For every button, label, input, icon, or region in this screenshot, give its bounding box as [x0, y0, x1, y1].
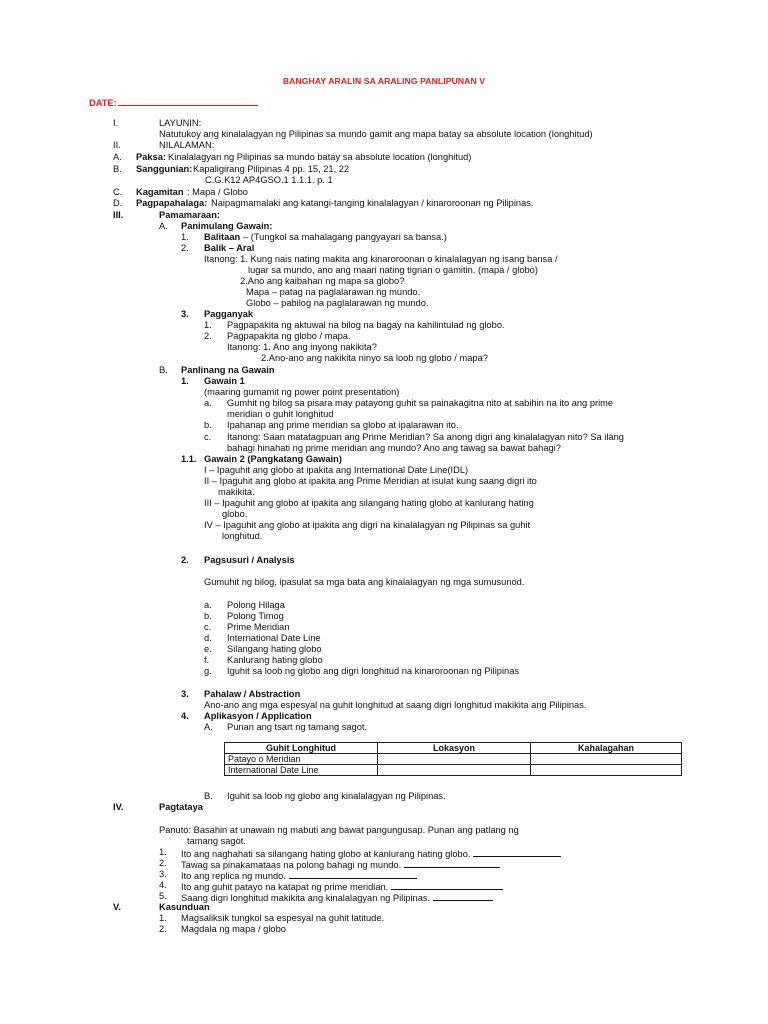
text-line-content: Balik – Aral: [204, 243, 255, 253]
text-line: [181, 365, 275, 376]
text-line-content: b.: [204, 420, 212, 430]
text-line: [227, 443, 561, 454]
text-line-content: bahagi hinahati ng prime meridian ang mundo? Ano ang tawag sa bawat bahagi?: [227, 443, 561, 453]
text-line-content: Kinalalagyan ng Pilipinas sa mundo batay sa absolute location (longhitud): [168, 152, 472, 162]
date-line: [89, 96, 258, 109]
text-line-content: II – Ipaguhit ang globo at ipakita ang Prime Meridian at isulat kung saang digri ito: [204, 476, 537, 486]
text-line: [204, 577, 524, 588]
text-line: [113, 802, 124, 813]
text-line: [227, 331, 351, 342]
text-line-content: Gawain 1: [204, 376, 245, 386]
text-line-content: Gumhit ng bilog sa pisara may patayong guhit sa painakagitna nito at sabihin na ito ang prime: [227, 398, 614, 408]
text-line-content: Mapa – patag na paglalarawan ng mundo.: [246, 287, 421, 297]
text-line-content: Gumuhit ng bilog, ipasulat sa mga bata ang kinalalagyan ng mga sumusunod.: [204, 577, 525, 587]
col-header-lokasyon: Lokasyon: [378, 743, 531, 754]
text-line: [181, 913, 384, 924]
text-line: [204, 689, 300, 700]
text-line: [204, 254, 558, 265]
text-line: [159, 924, 167, 935]
text-line-content: (maaring gumamit ng power point presentation): [204, 387, 400, 397]
table-cell-blank[interactable]: [378, 754, 531, 765]
text-line-content: f.: [204, 655, 210, 665]
text-line: [113, 198, 122, 209]
text-line-content: Gawain 2 (Pangkatang Gawain): [204, 454, 342, 464]
text-line-content: 5.: [159, 891, 167, 901]
text-line-content: Balitaan: [204, 232, 241, 242]
text-line-content: Kagamitan: [136, 187, 184, 197]
text-line: [113, 118, 118, 129]
text-line-content: International Date Line: [227, 633, 321, 643]
text-line: [204, 331, 212, 342]
text-line-content: Saang digri longhitud makikita ang kinalalagyan ng Pilipinas.: [181, 893, 431, 903]
text-line: [113, 152, 122, 163]
text-line-content: c.: [204, 622, 212, 632]
text-line-content: Kasunduan: [159, 902, 210, 912]
text-line-content: Pagtataya: [159, 802, 203, 812]
text-line: [181, 924, 286, 935]
text-line-content: Pagganyak: [204, 309, 254, 319]
text-line-content: Ipahanap ang prime meridian sa globo at ipalarawan ito.: [227, 420, 459, 430]
text-line: [204, 454, 342, 465]
answer-blank[interactable]: [473, 847, 561, 857]
text-line: [113, 902, 121, 913]
text-line: [181, 689, 189, 700]
text-line: [227, 600, 285, 611]
text-line: [136, 152, 166, 163]
text-line: [187, 836, 246, 847]
text-line-content: Sanggunian:: [136, 164, 193, 174]
text-line: [113, 210, 123, 221]
text-line-content: Pagpapahalaga:: [136, 198, 208, 208]
text-line-content: tamang sagot.: [187, 836, 246, 846]
text-line-content: 2.: [181, 243, 189, 253]
text-line-content: : Mapa / Globo: [187, 187, 248, 197]
text-line-content: Itanong: 1. Kung nais nating makita ang kinaroroonan o kinalalagyan ng isang bansa /: [204, 254, 558, 264]
table-row: [225, 765, 682, 776]
text-line: [227, 666, 519, 677]
text-line: [227, 611, 284, 622]
text-line: [113, 140, 121, 151]
page-title: BANGHAY ARALIN SA ARALING PANLIPUNAN V: [282, 76, 486, 86]
text-line-content: D.: [113, 198, 123, 208]
text-line: [204, 722, 213, 733]
text-line: [204, 791, 213, 802]
text-line-content: 1.: [159, 913, 167, 923]
text-line-content: a.: [204, 398, 212, 408]
application-chart: [224, 742, 682, 776]
text-line-content: Panimulang Gawain:: [181, 221, 273, 231]
text-line-content: I – Ipaguhit ang globo at ipakita ang International Date Line(IDL): [204, 465, 469, 475]
text-line: [227, 722, 367, 733]
text-line: [222, 531, 262, 542]
text-line: [204, 666, 212, 677]
text-line-content: Magdala ng mapa / globo: [181, 924, 286, 934]
text-line-content: b.: [204, 611, 212, 621]
text-line: [159, 118, 201, 129]
text-line: [204, 711, 312, 722]
text-line: [204, 611, 212, 622]
text-line-content: d.: [204, 633, 212, 643]
date-blank[interactable]: [118, 96, 258, 106]
text-line: [246, 287, 420, 298]
text-line-content: Iguhit sa loob ng globo ang kinalalagyan ng Pilipinas.: [227, 791, 446, 801]
text-line-content: Tawag sa pinakamataas na polong bahagi ng mundo.: [181, 860, 402, 870]
text-line-content: 3.: [181, 309, 189, 319]
text-line-content: B.: [159, 365, 168, 375]
text-line: [204, 622, 211, 633]
table-header-row: [225, 743, 682, 754]
text-line: [204, 320, 212, 331]
text-line-content: Polong Hilaga: [227, 600, 285, 610]
text-line: [181, 221, 272, 232]
table-cell: International Date Line: [225, 765, 378, 776]
text-line: [227, 633, 321, 644]
text-line-content: IV – Ipaguhit ang globo at ipakita ang digri na kinalalagyan ng Pilipinas sa guhit: [204, 520, 531, 530]
text-line-content: Ano-ano ang mga espesyal na guhit longhitud at saang digri longhitud makikita ang Pilipinas.: [204, 700, 587, 710]
text-line: [204, 243, 254, 254]
text-line-content: Naipagmamalaki ang katangi-tanging kinalalagyan / kinaroroonan ng Pilipinas.: [211, 198, 534, 208]
text-line: [204, 655, 209, 666]
text-line: [159, 365, 168, 376]
text-line-content: 3.: [159, 869, 167, 879]
text-line-content: 4.: [181, 711, 189, 721]
text-line-content: Panuto: Basahin at unawain ng mabuti ang bawat pangungusap. Punan ang patlang ng: [159, 825, 519, 835]
text-line: [204, 232, 240, 243]
text-line-content: Itanong: Saan matatagpuan ang Prime Meridian? Sa anong digri ang kinalalagyan nito? Sa ilang: [227, 432, 624, 442]
text-line-content: 2.: [159, 924, 167, 934]
text-line: [136, 187, 184, 198]
text-line: [227, 655, 323, 666]
text-line-content: a.: [204, 600, 212, 610]
text-line: [227, 791, 446, 802]
text-line-content: Panlinang na Gawain: [181, 365, 275, 375]
text-line: [181, 309, 189, 320]
text-line: [204, 309, 253, 320]
text-line: [187, 187, 248, 198]
text-line: [181, 711, 189, 722]
text-line-content: e.: [204, 644, 212, 654]
text-line: [159, 869, 167, 880]
text-line: [159, 129, 593, 140]
text-line: [204, 387, 399, 398]
text-line-content: Silangang hating globo: [227, 644, 322, 654]
table-cell-blank[interactable]: [531, 754, 682, 765]
text-line-content: Itanong: 1. Ano ang inyong nakikita?: [227, 342, 377, 352]
text-line: [227, 342, 377, 353]
text-line-content: Aplikasyon / Application: [204, 711, 312, 721]
text-line: [159, 891, 167, 902]
text-line-content: 3.: [181, 689, 189, 699]
text-line-content: g.: [204, 666, 212, 676]
text-line-content: Pagpapakita ng globo / mapa.: [227, 331, 351, 341]
text-line-content: 2.: [159, 858, 167, 868]
text-line: [240, 276, 404, 287]
text-line-content: 2.: [204, 331, 212, 341]
text-line-content: Pahalaw / Abstraction: [204, 689, 301, 699]
text-line-content: 1.1.: [181, 454, 197, 464]
text-line: [168, 152, 471, 163]
table-cell-blank[interactable]: [531, 765, 682, 776]
text-line: [243, 232, 447, 243]
text-line: [193, 164, 349, 175]
text-line-content: Pagsusuri / Analysis: [204, 555, 295, 565]
date-label: DATE:: [89, 98, 117, 108]
text-line: [159, 221, 168, 232]
col-header-guhit: Guhit Longhitud: [225, 743, 378, 754]
text-line: [204, 432, 211, 443]
table-cell: Patayo o Meridian: [225, 754, 378, 765]
text-line-content: Ito ang replica ng mundo.: [181, 871, 286, 881]
text-line-content: III.: [113, 210, 124, 220]
text-line: [181, 243, 189, 254]
text-line-content: C.: [113, 187, 123, 197]
text-line: [261, 353, 488, 364]
text-line: [227, 432, 624, 443]
text-line: [136, 198, 207, 209]
text-line: [227, 320, 505, 331]
text-line-content: B.: [204, 791, 213, 801]
text-line: [227, 644, 322, 655]
answer-blank[interactable]: [433, 891, 493, 901]
text-line: [204, 600, 212, 611]
text-line-content: V.: [113, 902, 121, 912]
text-line-content: 1.: [204, 320, 212, 330]
text-line: [204, 398, 212, 409]
text-line-content: Pamamaraan:: [159, 210, 220, 220]
text-line-content: 4.: [159, 880, 167, 890]
text-line-content: Paksa:: [136, 152, 166, 162]
text-line: [159, 847, 167, 858]
text-line: [204, 420, 212, 431]
col-header-kahalagahan: Kahalagahan: [531, 743, 682, 754]
text-line-content: 2.: [181, 555, 189, 565]
text-line: [159, 825, 519, 836]
text-line: [218, 487, 255, 498]
text-line-content: Magsaliksik tungkol sa espesyal na guhit latitude.: [181, 913, 385, 923]
text-line: [159, 902, 210, 913]
text-line: [205, 175, 333, 186]
text-line-content: Iguhit sa loob ng globo ang digri longhitud na kinaroroonan ng Pilipinas: [227, 666, 520, 676]
text-line-content: 1.: [181, 376, 189, 386]
text-line-content: Ito ang naghahati sa silangang hating globo at kanlurang hating globo.: [181, 849, 471, 859]
text-line: [159, 913, 167, 924]
text-line-content: B.: [113, 164, 122, 174]
text-line: [204, 520, 530, 531]
text-line: [181, 232, 189, 243]
text-line-content: II.: [113, 140, 121, 150]
text-line-content: Polong Timog: [227, 611, 284, 621]
text-line: [227, 622, 290, 633]
text-line-content: A.: [113, 152, 122, 162]
text-line: [159, 858, 167, 869]
text-line: [204, 498, 534, 509]
text-line: [227, 420, 459, 431]
table-cell-blank[interactable]: [378, 765, 531, 776]
text-line: [181, 454, 197, 465]
text-line: [159, 140, 214, 151]
text-line-content: – (Tungkol sa mahalagang pangyayari sa bansa.): [243, 232, 447, 242]
text-line: [113, 187, 122, 198]
text-line-content: Pagpapakita ng aktuwal na bilog na bagay na kahilintulad ng globo.: [227, 320, 505, 330]
text-line-content: NILALAMAN:: [159, 140, 215, 150]
text-line-content: A.: [204, 722, 213, 732]
text-line-content: longhitud.: [222, 531, 263, 541]
answer-blank[interactable]: [391, 880, 503, 890]
answer-blank[interactable]: [404, 858, 500, 868]
text-line-content: makikita.: [218, 487, 255, 497]
answer-blank[interactable]: [289, 869, 417, 879]
text-line: [136, 164, 192, 175]
text-line: [204, 476, 537, 487]
text-line: [159, 210, 220, 221]
text-line-content: lugar sa mundo, ano ang maari nating tignan o gamitin. (mapa / globo): [248, 265, 538, 275]
text-line: [222, 509, 247, 520]
text-line: [204, 644, 212, 655]
text-line-content: Globo – pabilog na paglalarawan ng mundo.: [246, 298, 429, 308]
text-line: [246, 298, 428, 309]
text-line-content: Natutukoy ang kinalalagyan ng Pilipinas sa mundo gamit ang mapa batay sa absolute location (longhitud): [159, 129, 593, 139]
text-line: [181, 555, 189, 566]
text-line: [159, 880, 167, 891]
text-line-content: IV.: [113, 802, 124, 812]
text-line: [204, 633, 212, 644]
text-line-content: Kapaligirang Pilipinas 4 pp. 15, 21, 22: [193, 164, 350, 174]
text-line-content: 2.Ano ang kaibahan ng mapa sa globo?: [240, 276, 405, 286]
text-line: [181, 891, 493, 904]
text-line-content: Ito ang guhit patayo na katapat ng prime meridian.: [181, 882, 389, 892]
text-line-content: meridian o guhit longhitud: [227, 409, 334, 419]
text-line: [113, 164, 122, 175]
text-line-content: LAYUNIN:: [159, 118, 202, 128]
text-line-content: 1.: [159, 847, 167, 857]
text-line: [227, 409, 333, 420]
text-line-content: globo.: [222, 509, 248, 519]
text-line-content: Punan ang tsart ng tamang sagot.: [227, 722, 368, 732]
text-line-content: C.G.K12 AP4GSO.1 1.1.1. p. 1: [205, 175, 333, 185]
text-line: [204, 376, 245, 387]
text-line-content: 2.Ano-ano ang nakikita ninyo sa loob ng globo / mapa?: [261, 353, 488, 363]
text-line-content: 1.: [181, 232, 189, 242]
text-line: [204, 465, 468, 476]
text-line-content: III – Ipaguhit ang globo at ipakita ang silangang hating globo at kanlurang hating: [204, 498, 534, 508]
table-row: [225, 754, 682, 765]
text-line-content: Prime Meridian: [227, 622, 290, 632]
text-line-content: Kanlurang hating globo: [227, 655, 323, 665]
text-line: [227, 398, 613, 409]
text-line: [248, 265, 538, 276]
text-line-content: I.: [113, 118, 119, 128]
text-line: [204, 555, 295, 566]
text-line-content: c.: [204, 432, 212, 442]
text-line: [211, 198, 534, 209]
text-line: [181, 376, 189, 387]
text-line-content: A.: [159, 221, 168, 231]
text-line: [204, 700, 586, 711]
text-line: [159, 802, 203, 813]
